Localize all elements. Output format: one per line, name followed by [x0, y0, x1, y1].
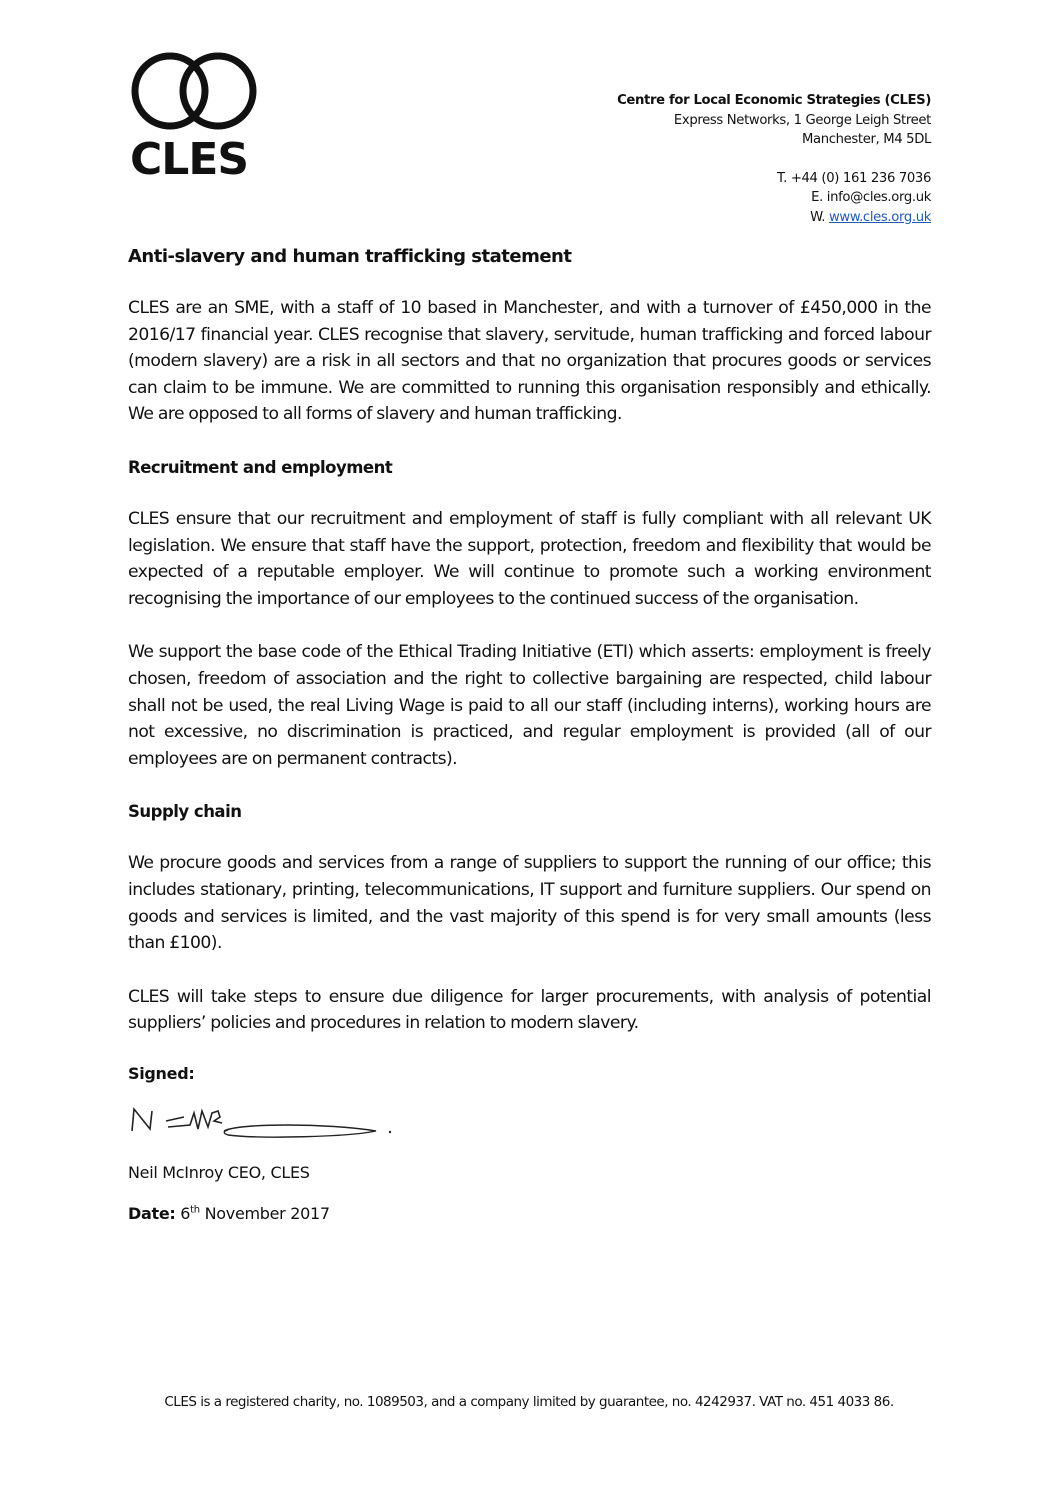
web-prefix: W. — [810, 209, 826, 225]
supply-chain-paragraph-2: CLES will take steps to ensure due diligence for larger procurements, with analysis of potential suppliers’ policies and procedures in relation to modern slavery. — [128, 986, 931, 1034]
logo-text: CLES — [130, 134, 249, 185]
signed-label: Signed: — [128, 1063, 195, 1083]
web-line — [617, 208, 931, 228]
email-prefix: E. — [811, 190, 823, 205]
address-line-1: Express Networks, 1 George Leigh Street — [673, 112, 931, 128]
handwritten-signature-icon — [128, 1101, 931, 1145]
section-heading-supply-chain: Supply chain — [128, 802, 242, 822]
phone-prefix: T. — [776, 170, 787, 186]
letterhead-address — [617, 91, 931, 227]
email-address: info@cles.org.uk — [826, 190, 931, 205]
signature-date — [128, 1204, 931, 1223]
supply-chain-paragraph-1: We procure goods and services from a range of suppliers to support the running of our office; this includes stationary, printing, telecommunications, IT support and furniture suppliers. Our spend on goods and services is limited, and the vast majority of this spend is for very small amounts (less than £100). — [128, 853, 931, 954]
intro-paragraph: CLES are an SME, with a staff of 10 based in Manchester, and with a turnover of £450,000 in the 2016/17 financial year. CLES recognise that slavery, servitude, human trafficking and forced labour (modern slavery) are a risk in all sectors and that no organization that procures goods or services can claim to be immune. We are committed to running this organisation responsibly and ethically. We are opposed to all forms of slavery and human trafficking. — [128, 298, 931, 425]
recruitment-paragraph-2: We support the base code of the Ethical Trading Initiative (ETI) which asserts: employment is freely chosen, freedom of association and the right to collective bargaining are respected, child labour shall not be used, the real Living Wage is paid to all our staff (including interns), working hours are not excessive, no discrimination is practiced, and regular employment is provided (all of our employees are on permanent contracts). — [128, 642, 931, 769]
footer-registration: CLES is a registered charity, no. 1089503, and a company limited by guarantee, no. 4242937. VAT no. 451 4033 86. — [164, 1394, 894, 1410]
recruitment-paragraph-1: CLES ensure that our recruitment and employment of staff is fully compliant with all relevant UK legislation. We ensure that staff have the support, protection, freedom and flexibility that would be expected of a reputable employer. We will continue to promote such a working environment recognising the importance of our employees to the continued success of the organisation. — [128, 508, 931, 609]
cles-logo — [128, 50, 263, 185]
date-rest: November 2017 — [199, 1203, 330, 1223]
org-name: Centre for Local Economic Strategies (CLES) — [617, 93, 931, 108]
section-heading-recruitment: Recruitment and employment — [128, 457, 393, 477]
website-link[interactable]: www.cles.org.uk — [829, 209, 931, 225]
page-title: Anti-slavery and human trafficking statement — [128, 246, 572, 267]
date-day: 6 — [180, 1203, 191, 1223]
signatory-name: Neil McInroy CEO, CLES — [128, 1162, 310, 1182]
email-line — [617, 188, 931, 208]
phone-line — [617, 169, 931, 189]
date-label: Date: — [128, 1203, 176, 1223]
address-line-2: Manchester, M4 5DL — [801, 132, 931, 147]
date-suffix: th — [190, 1204, 200, 1216]
phone-number: +44 (0) 161 236 7036 — [790, 170, 931, 186]
statement-body — [128, 244, 931, 1223]
interlocking-rings-icon — [128, 50, 260, 132]
